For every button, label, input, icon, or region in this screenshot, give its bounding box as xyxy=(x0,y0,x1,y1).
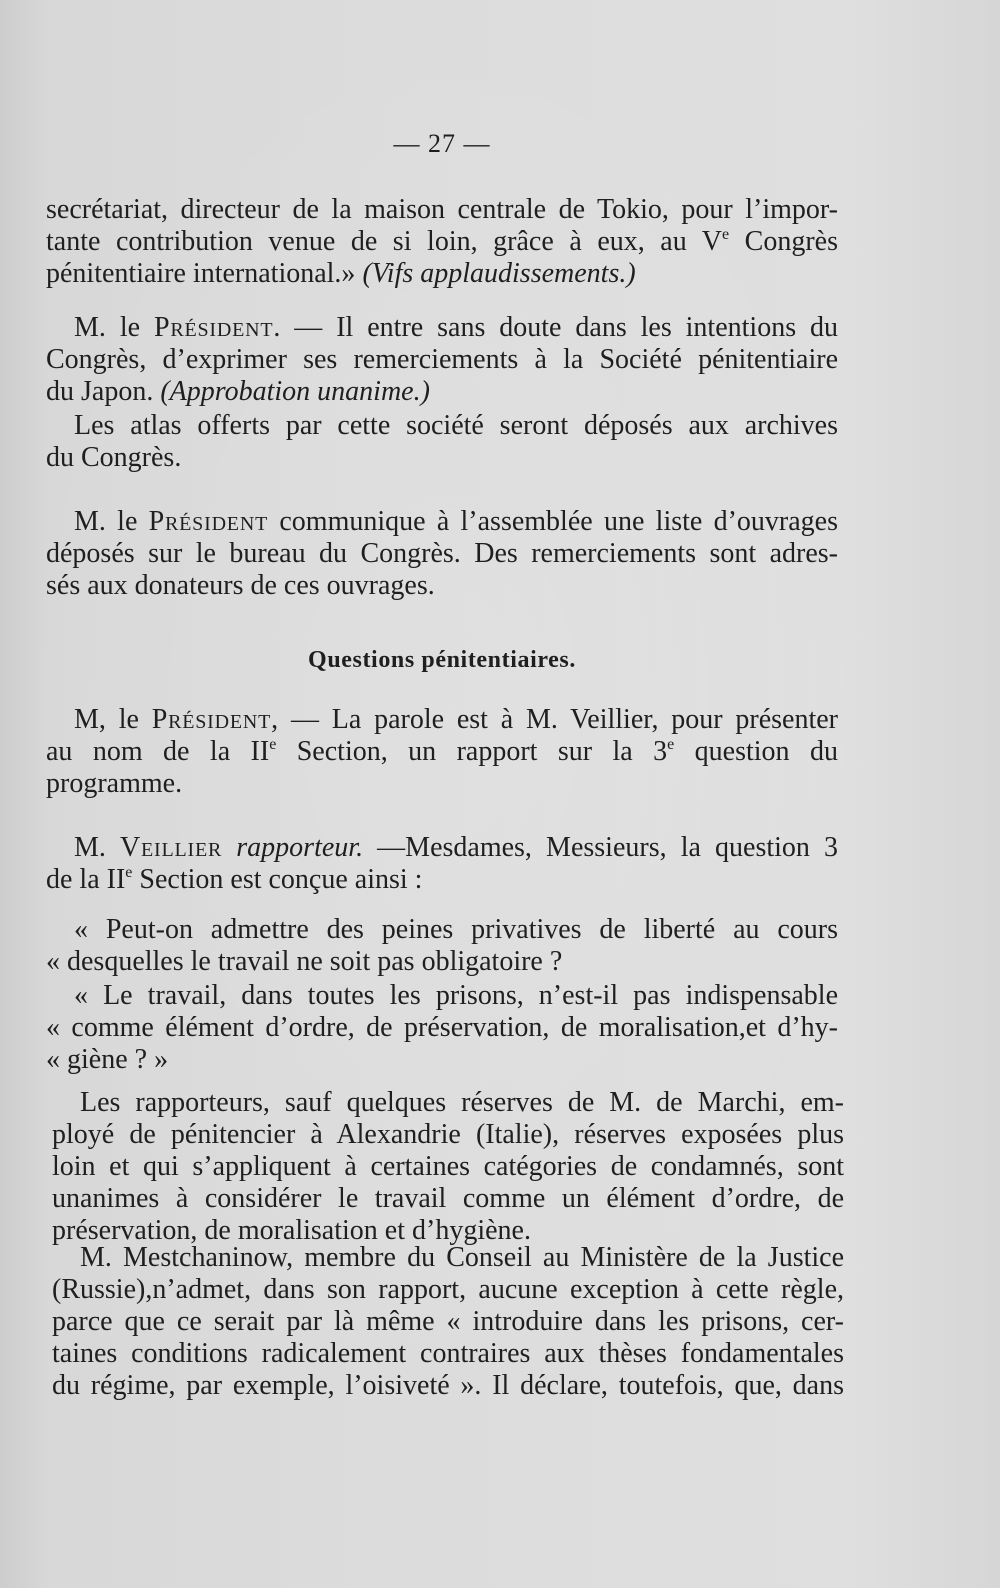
paragraph-rapporteurs-consensus xyxy=(52,1087,844,1247)
text-run: tante contribution venue de si loin, grâce à eux, au V xyxy=(46,226,723,257)
text-line xyxy=(46,538,838,570)
text-line xyxy=(46,914,838,946)
text-run: Section est conçue ainsi : xyxy=(132,864,423,895)
text-line xyxy=(46,194,838,226)
superscript: e xyxy=(667,736,675,753)
text-run: ployé de pénitencier à Alexandrie (Italie), réserves exposées plus xyxy=(52,1119,844,1150)
text-run: du Japon. xyxy=(46,376,161,407)
text-run: , — La parole est à M. Veillier, pour présenter xyxy=(271,704,839,735)
text-run: programme. xyxy=(46,768,183,799)
text-line xyxy=(52,1306,844,1338)
italic-text: (Approbation unanime.) xyxy=(160,376,430,407)
text-line xyxy=(52,1370,844,1402)
paragraph-rapporteur-intro xyxy=(46,832,838,896)
small-caps-text: Président xyxy=(153,312,274,343)
quote-question-part-2 xyxy=(46,980,838,1076)
superscript: e xyxy=(722,226,730,243)
text-run: au nom de la II xyxy=(46,736,270,767)
text-run: M, le xyxy=(74,704,152,735)
text-line xyxy=(46,768,838,800)
text-line xyxy=(46,442,838,474)
paragraph-mestchaninow xyxy=(52,1242,844,1402)
text-line xyxy=(46,344,838,376)
text-run: Les rapporteurs, sauf quelques réserves de M. de Marchi, em- xyxy=(80,1087,844,1118)
text-run: « Le travail, dans toutes les prisons, n’est-il pas indispensable xyxy=(74,980,838,1011)
paragraph-president-gives-floor xyxy=(46,704,838,800)
text-line xyxy=(46,1044,838,1076)
superscript: e xyxy=(269,736,277,753)
page-number: — 27 — xyxy=(393,129,491,158)
text-run: pénitentiaire international.» xyxy=(46,258,363,289)
text-line xyxy=(46,736,838,768)
text-run: . — Il entre sans doute dans les intentions du xyxy=(273,312,839,343)
text-line xyxy=(52,1119,844,1151)
text-run: M. le xyxy=(74,312,154,343)
text-line xyxy=(52,1151,844,1183)
superscript: e xyxy=(125,864,133,881)
paragraph-list-of-works xyxy=(46,506,838,602)
section-heading: Questions pénitentiaires. xyxy=(308,647,576,673)
text-run: M. xyxy=(74,832,121,863)
text-line xyxy=(46,946,838,978)
text-run: parce que ce serait par là même « introduire dans les prisons, cer- xyxy=(52,1306,844,1337)
text-line xyxy=(46,864,838,896)
text-line xyxy=(46,376,838,408)
text-run: « desquelles le travail ne soit pas obligatoire ? xyxy=(46,946,563,977)
text-run: « comme élément d’ordre, de préservation, de moralisation,et d’hy- xyxy=(46,1012,838,1043)
text-run: déposés sur le bureau du Congrès. Des remerciements sont adres- xyxy=(46,538,838,569)
text-run: M. Mestchaninow, membre du Conseil au Ministère de la Justice xyxy=(80,1242,844,1273)
text-line xyxy=(46,832,838,864)
text-line xyxy=(52,1338,844,1370)
paragraph-atlas-archives xyxy=(46,410,838,474)
text-run: « Peut-on admettre des peines privatives de liberté au cours xyxy=(74,914,838,945)
text-line xyxy=(46,1012,838,1044)
text-run: sés aux donateurs de ces ouvrages. xyxy=(46,570,435,601)
text-line xyxy=(46,980,838,1012)
text-line xyxy=(46,226,838,258)
text-line xyxy=(52,1183,844,1215)
italic-text: (Vifs applaudissements.) xyxy=(362,258,636,289)
small-caps-text: Président xyxy=(151,704,272,735)
text-run: (Russie),n’admet, dans son rapport, aucune exception à cette règle, xyxy=(52,1274,844,1305)
text-run: de la II xyxy=(46,864,126,895)
text-line xyxy=(46,506,838,538)
text-line xyxy=(46,258,838,290)
text-run: secrétariat, directeur de la maison centrale de Tokio, pour l’impor- xyxy=(46,194,838,225)
paragraph-president-thanks-society xyxy=(46,312,838,408)
small-caps-text: Président xyxy=(148,506,269,537)
text-run: M. le xyxy=(74,506,149,537)
text-line xyxy=(46,570,838,602)
text-run: loin et qui s’appliquent à certaines catégories de condamnés, sont xyxy=(52,1151,844,1182)
small-caps-text: Veillier xyxy=(120,832,223,863)
text-run: du Congrès. xyxy=(46,442,182,473)
text-run: du régime, par exemple, l’oisiveté ». Il déclare, toutefois, que, dans xyxy=(52,1370,844,1401)
paragraph-thanks-secretariat xyxy=(46,194,838,290)
italic-text: rapporteur. xyxy=(222,832,364,863)
text-line xyxy=(52,1087,844,1119)
text-line xyxy=(52,1274,844,1306)
text-run: taines conditions radicalement contraires aux thèses fondamentales xyxy=(52,1338,844,1369)
text-run: Section, un rapport sur la 3 xyxy=(276,736,668,767)
text-run: communique à l’assemblée une liste d’ouvrages xyxy=(268,506,838,537)
text-run: question du xyxy=(674,736,838,767)
text-run: —Mesdames, Messieurs, la question 3 xyxy=(363,832,839,863)
text-run: Les atlas offerts par cette société seront déposés aux archives xyxy=(74,410,838,441)
text-line xyxy=(52,1242,844,1274)
text-line xyxy=(46,704,838,736)
quote-question-part-1 xyxy=(46,914,838,978)
text-run: Congrès xyxy=(729,226,839,257)
text-run: préservation, de moralisation et d’hygiène. xyxy=(52,1215,531,1246)
text-run: unanimes à considérer le travail comme un élément d’ordre, de xyxy=(52,1183,844,1214)
text-run: Congrès, d’exprimer ses remerciements à la Société pénitentiaire xyxy=(46,344,838,375)
text-line xyxy=(46,312,838,344)
text-line xyxy=(46,410,838,442)
text-run: « giène ? » xyxy=(46,1044,169,1075)
